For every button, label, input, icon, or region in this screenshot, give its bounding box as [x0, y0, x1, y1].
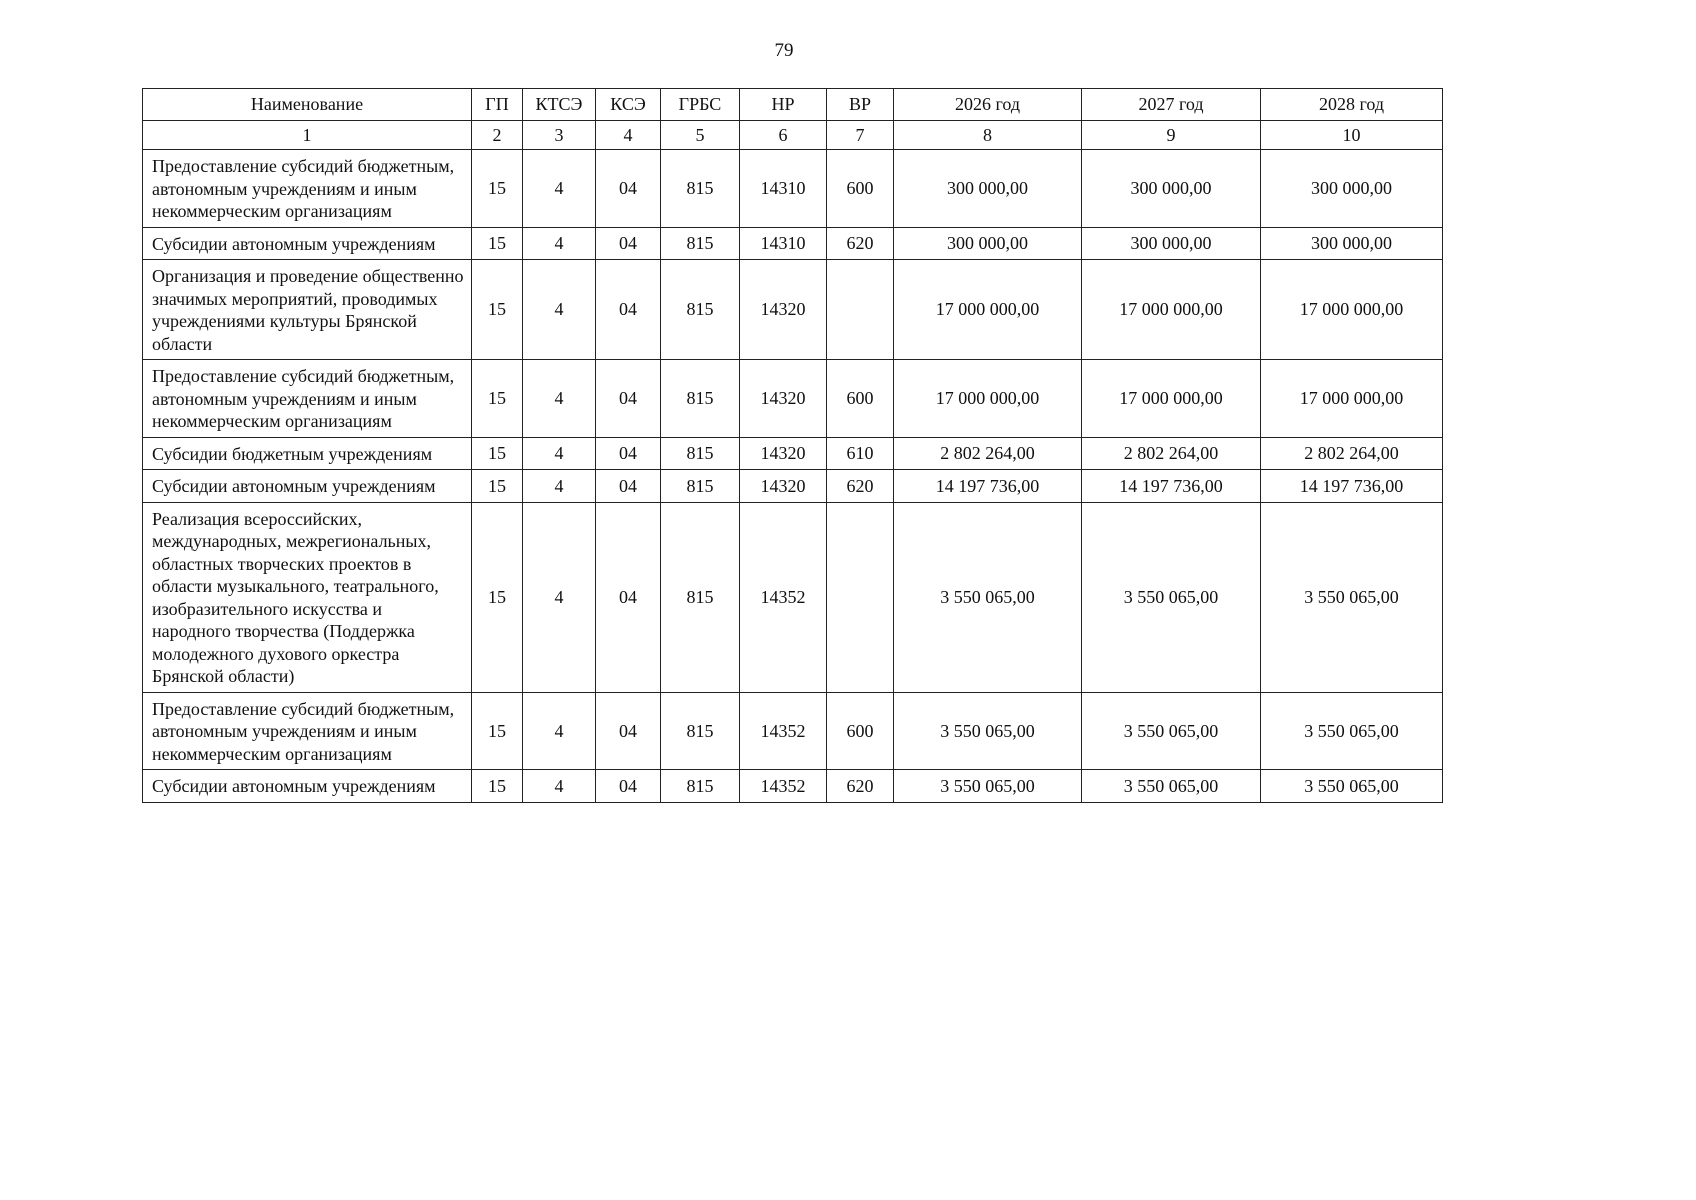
cell-vr: 600: [827, 692, 894, 770]
cell-grbs: 815: [661, 502, 740, 692]
cell-2026: 300 000,00: [894, 227, 1082, 260]
cell-grbs: 815: [661, 360, 740, 438]
cell-gp: 15: [472, 227, 523, 260]
cell-kse: 04: [596, 227, 661, 260]
cell-ktse: 4: [523, 437, 596, 470]
cell-2026: 17 000 000,00: [894, 360, 1082, 438]
cell-ktse: 4: [523, 227, 596, 260]
cell-grbs: 815: [661, 470, 740, 503]
cell-ktse: 4: [523, 770, 596, 803]
cell-2028: 3 550 065,00: [1261, 502, 1443, 692]
cell-kse: 04: [596, 437, 661, 470]
cell-ktse: 4: [523, 360, 596, 438]
column-number: 5: [661, 121, 740, 150]
cell-2027: 3 550 065,00: [1082, 692, 1261, 770]
column-number: 3: [523, 121, 596, 150]
row-name: Предоставление субсидий бюджетным, автономным учреждениям и иным некоммерческим организациям: [143, 360, 472, 438]
row-name: Субсидии автономным учреждениям: [143, 770, 472, 803]
cell-vr: 610: [827, 437, 894, 470]
cell-gp: 15: [472, 150, 523, 228]
cell-nr: 14320: [740, 437, 827, 470]
cell-grbs: 815: [661, 692, 740, 770]
cell-2027: 300 000,00: [1082, 150, 1261, 228]
cell-2026: 14 197 736,00: [894, 470, 1082, 503]
cell-2028: 17 000 000,00: [1261, 260, 1443, 360]
cell-kse: 04: [596, 770, 661, 803]
row-name: Предоставление субсидий бюджетным, автономным учреждениям и иным некоммерческим организациям: [143, 150, 472, 228]
cell-nr: 14320: [740, 360, 827, 438]
table-row: [143, 502, 1443, 692]
cell-2028: 300 000,00: [1261, 227, 1443, 260]
row-name: Предоставление субсидий бюджетным, автономным учреждениям и иным некоммерческим организациям: [143, 692, 472, 770]
column-number: 10: [1261, 121, 1443, 150]
cell-kse: 04: [596, 360, 661, 438]
column-header-name: Наименование: [143, 89, 472, 121]
column-number: 4: [596, 121, 661, 150]
cell-2028: 14 197 736,00: [1261, 470, 1443, 503]
column-number: 2: [472, 121, 523, 150]
column-number: 8: [894, 121, 1082, 150]
cell-grbs: 815: [661, 227, 740, 260]
cell-2028: 3 550 065,00: [1261, 692, 1443, 770]
column-header-2028: 2028 год: [1261, 89, 1443, 121]
column-header-nr: НР: [740, 89, 827, 121]
row-name: Субсидии бюджетным учреждениям: [143, 437, 472, 470]
cell-nr: 14352: [740, 692, 827, 770]
table-row: [143, 150, 1443, 228]
table-row: [143, 437, 1443, 470]
cell-kse: 04: [596, 502, 661, 692]
cell-ktse: 4: [523, 260, 596, 360]
cell-2027: 17 000 000,00: [1082, 260, 1261, 360]
column-header-2027: 2027 год: [1082, 89, 1261, 121]
cell-ktse: 4: [523, 692, 596, 770]
row-name: Организация и проведение общественно значимых мероприятий, проводимых учреждениями культуры Брянской области: [143, 260, 472, 360]
row-name: Субсидии автономным учреждениям: [143, 227, 472, 260]
column-number: 6: [740, 121, 827, 150]
cell-2026: 3 550 065,00: [894, 502, 1082, 692]
column-header-ktse: КТСЭ: [523, 89, 596, 121]
cell-ktse: 4: [523, 502, 596, 692]
column-number: 7: [827, 121, 894, 150]
row-name: Субсидии автономным учреждениям: [143, 470, 472, 503]
cell-2027: 300 000,00: [1082, 227, 1261, 260]
cell-2028: 300 000,00: [1261, 150, 1443, 228]
cell-gp: 15: [472, 502, 523, 692]
cell-2027: 17 000 000,00: [1082, 360, 1261, 438]
column-numbers: [143, 121, 1443, 150]
column-number: 9: [1082, 121, 1261, 150]
cell-kse: 04: [596, 470, 661, 503]
table-row: [143, 260, 1443, 360]
cell-vr: 600: [827, 150, 894, 228]
table-row: [143, 692, 1443, 770]
table-header: [143, 89, 1443, 150]
cell-2027: 3 550 065,00: [1082, 502, 1261, 692]
cell-grbs: 815: [661, 150, 740, 228]
table-row: [143, 360, 1443, 438]
cell-2028: 3 550 065,00: [1261, 770, 1443, 803]
cell-gp: 15: [472, 692, 523, 770]
table-row: [143, 227, 1443, 260]
cell-2026: 3 550 065,00: [894, 692, 1082, 770]
cell-2027: 2 802 264,00: [1082, 437, 1261, 470]
cell-2027: 3 550 065,00: [1082, 770, 1261, 803]
cell-vr: 620: [827, 470, 894, 503]
table-row: [143, 470, 1443, 503]
cell-gp: 15: [472, 437, 523, 470]
cell-nr: 14310: [740, 150, 827, 228]
cell-2026: 17 000 000,00: [894, 260, 1082, 360]
table-body: [143, 150, 1443, 803]
cell-gp: 15: [472, 470, 523, 503]
cell-grbs: 815: [661, 260, 740, 360]
cell-vr: 620: [827, 227, 894, 260]
cell-grbs: 815: [661, 437, 740, 470]
column-number: 1: [143, 121, 472, 150]
cell-gp: 15: [472, 260, 523, 360]
page-number: 79: [774, 40, 794, 61]
column-header-2026: 2026 год: [894, 89, 1082, 121]
cell-2028: 17 000 000,00: [1261, 360, 1443, 438]
column-header-grbs: ГРБС: [661, 89, 740, 121]
cell-ktse: 4: [523, 470, 596, 503]
cell-ktse: 4: [523, 150, 596, 228]
column-header-vr: ВР: [827, 89, 894, 121]
cell-nr: 14320: [740, 260, 827, 360]
row-name: Реализация всероссийских, международных, межрегиональных, областных творческих проектов в области музыкального, театрального, изобразительного искусства и народного творчества (Поддержка молодежного духового оркестра Брянской области): [143, 502, 472, 692]
cell-2026: 3 550 065,00: [894, 770, 1082, 803]
cell-vr: 620: [827, 770, 894, 803]
cell-2026: 300 000,00: [894, 150, 1082, 228]
column-header-gp: ГП: [472, 89, 523, 121]
column-header-kse: КСЭ: [596, 89, 661, 121]
cell-vr: [827, 502, 894, 692]
cell-vr: 600: [827, 360, 894, 438]
cell-nr: 14352: [740, 502, 827, 692]
cell-kse: 04: [596, 260, 661, 360]
column-headers: [143, 89, 1443, 121]
cell-nr: 14320: [740, 470, 827, 503]
cell-kse: 04: [596, 692, 661, 770]
table-row: [143, 770, 1443, 803]
budget-table: [142, 88, 1443, 803]
cell-2027: 14 197 736,00: [1082, 470, 1261, 503]
cell-nr: 14310: [740, 227, 827, 260]
cell-vr: [827, 260, 894, 360]
cell-kse: 04: [596, 150, 661, 228]
cell-grbs: 815: [661, 770, 740, 803]
cell-gp: 15: [472, 770, 523, 803]
cell-gp: 15: [472, 360, 523, 438]
cell-nr: 14352: [740, 770, 827, 803]
cell-2026: 2 802 264,00: [894, 437, 1082, 470]
cell-2028: 2 802 264,00: [1261, 437, 1443, 470]
